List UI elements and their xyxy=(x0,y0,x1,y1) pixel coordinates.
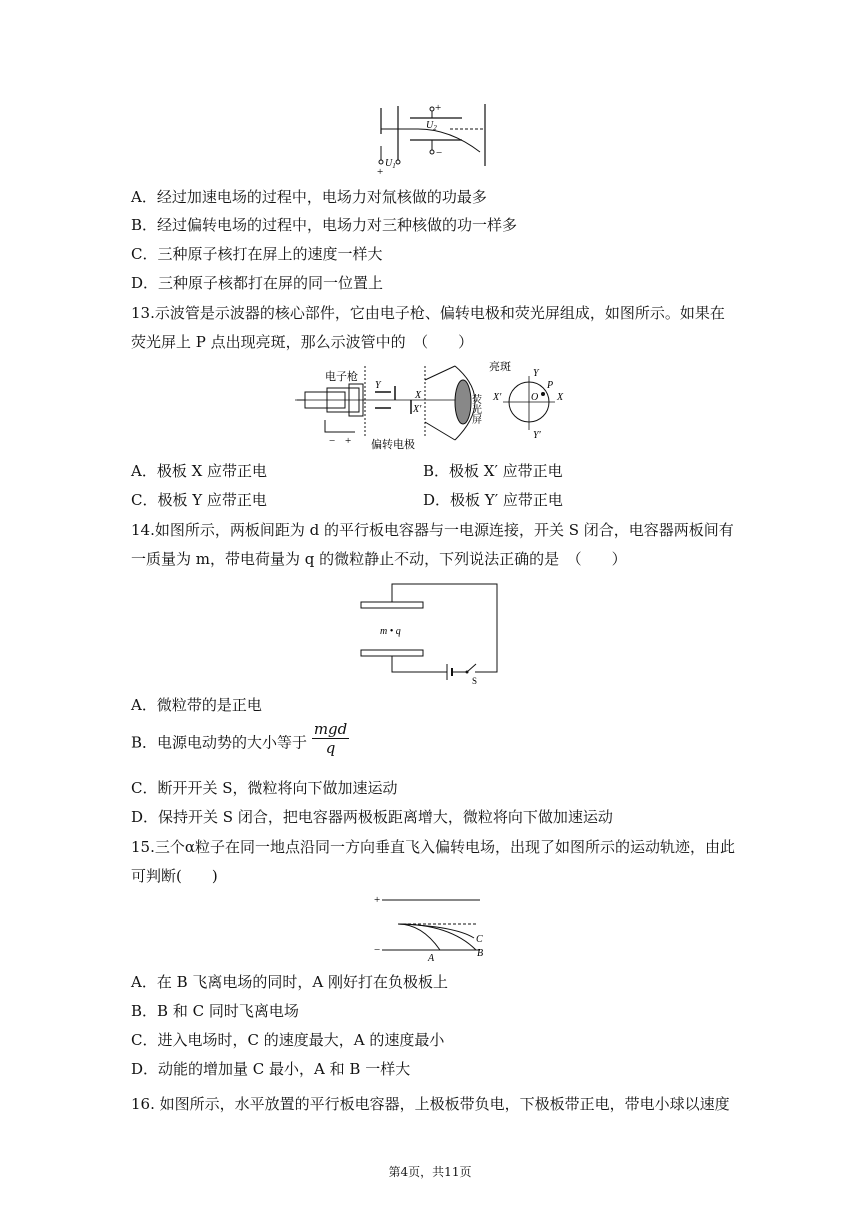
q14-option-a: A．微粒带的是正电 xyxy=(131,696,262,714)
q14-fraction-numerator: mgd xyxy=(313,720,348,738)
fig13-point-p: P xyxy=(547,380,554,391)
q14-option-b xyxy=(131,720,349,757)
fig13-screen-label: 荧光屏 xyxy=(469,394,481,424)
q12-option-c: C．三种原子核打在屏上的速度一样大 xyxy=(131,245,383,263)
q16-stem-line1: 16. 如图所示，水平放置的平行板电容器，上极板带负电，下极板带正电，带电小球以速度 xyxy=(131,1095,730,1113)
fig15-label-b: B xyxy=(477,948,484,959)
q13-option-c: C．极板 Y 应带正电 xyxy=(131,491,267,509)
fig13-screen-y: Y xyxy=(533,368,539,379)
q14-option-d: D．保持开关 S 闭合，把电容器两极板距离增大，微粒将向下做加速运动 xyxy=(131,808,613,826)
figure-q12-deflection xyxy=(370,98,490,178)
fig15-label-a: A xyxy=(428,953,435,964)
fig14-switch-label: S xyxy=(472,676,478,686)
fig13-origin: O xyxy=(531,392,539,403)
fig13-plus: + xyxy=(345,435,352,447)
q13-option-b: B．极板 X′ 应带正电 xyxy=(423,462,563,480)
fig12-u1: $U_1$ xyxy=(385,158,396,170)
page-footer: 第4页，共11页 xyxy=(388,1165,472,1179)
fig13-screen-yp: Y′ xyxy=(533,430,541,441)
fig13-screen-x: X xyxy=(557,392,564,403)
q14-option-b-fraction xyxy=(312,720,349,757)
fig15-label-c: C xyxy=(476,934,483,945)
fig13-x-plate: X xyxy=(415,390,422,401)
fig13-spot-label: 亮斑 xyxy=(489,361,511,373)
fig13-screen-xp: X′ xyxy=(493,392,502,403)
q15-option-c: C．进入电场时，C 的速度最大，A 的速度最小 xyxy=(131,1031,445,1049)
fig14-particle: m • q xyxy=(380,626,401,637)
fig15-minus: − xyxy=(374,944,381,956)
q12-option-b: B．经过偏转电场的过程中，电场力对三种核做的功一样多 xyxy=(131,216,518,234)
fig13-gun-label: 电子枪 xyxy=(325,371,358,383)
q13-stem-line1: 13.示波管是示波器的核心部件，它由电子枪、偏转电极和荧光屏组成，如图所示。如果在 xyxy=(131,304,725,322)
q13-stem-line2: 荧光屏上 P 点出现亮斑，那么示波管中的 （ ） xyxy=(131,333,474,351)
q15-option-d: D．动能的增加量 C 最小，A 和 B 一样大 xyxy=(131,1060,411,1078)
q14-option-c: C．断开开关 S，微粒将向下做加速运动 xyxy=(131,779,398,797)
fig12-minus: − xyxy=(436,147,443,159)
fig13-deflect-label: 偏转电极 xyxy=(371,439,415,451)
q14-option-b-text: B．电源电动势的大小等于 xyxy=(131,733,308,752)
q12-option-d: D．三种原子核都打在屏的同一位置上 xyxy=(131,274,384,292)
fig15-plus: + xyxy=(374,894,381,906)
fig12-plus-top: + xyxy=(435,102,442,114)
fig12-plus-bottom: + xyxy=(377,166,384,178)
q14-stem-line1: 14.如图所示，两板间距为 d 的平行板电容器与一电源连接，开关 S 闭合，电容器两板间有 xyxy=(131,521,734,539)
q15-stem-line1: 15.三个α粒子在同一地点沿同一方向垂直飞入偏转电场，出现了如图所示的运动轨迹，由此 xyxy=(131,838,735,856)
figure-q14-capacitor xyxy=(355,580,505,685)
fig13-minus: − xyxy=(329,435,336,447)
fig12-u2: $U_2$ xyxy=(426,120,437,132)
q14-stem-line2: 一质量为 m，带电荷量为 q 的微粒静止不动，下列说法正确的是 （ ） xyxy=(131,550,627,568)
fig13-xp-plate: X′ xyxy=(413,404,422,415)
q15-option-a: A．在 B 飞离电场的同时，A 刚好打在负极板上 xyxy=(131,973,448,991)
q13-option-d: D．极板 Y′ 应带正电 xyxy=(423,491,563,509)
q14-fraction-denominator: q xyxy=(325,739,336,757)
figure-q13-oscilloscope xyxy=(295,360,575,452)
q12-option-a: A．经过加速电场的过程中，电场力对氚核做的功最多 xyxy=(131,188,487,206)
fig13-y-plate: Y xyxy=(375,380,381,391)
q15-stem-line2: 可判断( ) xyxy=(131,867,218,885)
q15-option-b: B．B 和 C 同时飞离电场 xyxy=(131,1002,299,1020)
q13-option-a: A．极板 X 应带正电 xyxy=(131,462,268,480)
figure-q15-trajectories xyxy=(370,890,495,965)
